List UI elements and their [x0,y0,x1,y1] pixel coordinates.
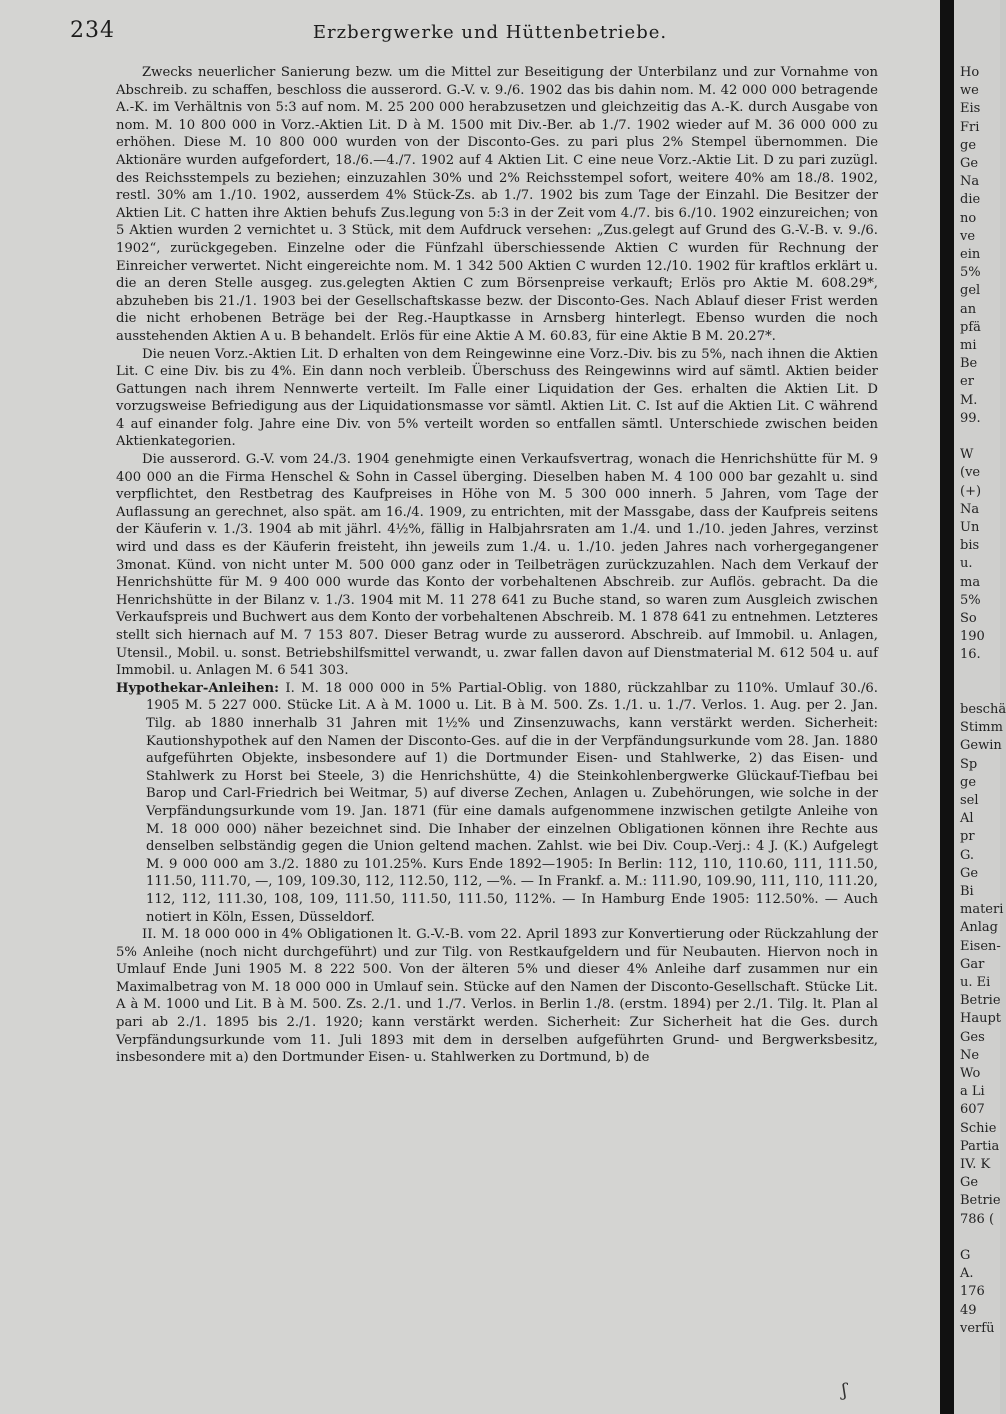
edge-fragment: Na [960,501,980,517]
edge-fragment: beschä [960,702,1006,717]
edge-fragment: ge [960,137,977,153]
page-header [70,18,910,52]
edge-fragment: Fri [960,119,980,135]
edge-fragment: Un [960,520,980,535]
edge-fragment: A. [960,1266,974,1282]
edge-fragment: mi [960,338,977,353]
edge-fragment: pr [960,829,975,845]
edge-fragment: Gar [960,956,985,972]
edge-fragment: verfü [960,1320,995,1336]
edge-fragment: G. [960,847,975,863]
page-number: 234 [70,18,115,43]
edge-fragment: 16. [960,647,981,663]
edge-fragment: an [960,301,977,317]
edge-fragment: 190 [960,629,985,645]
edge-fragment: (ve [960,465,981,481]
edge-fragment: Be [960,356,978,372]
paragraph-verkaufsvertrag: Die ausserord. G.-V. vom 24./3. 1904 genehmigte einen Verkaufsvertrag, wonach die Henrichshütte für M. 9 400 000 an die Firma Henschel & Sohn in Cassel überging. Dieselben haben M. 4 100 000 bar gezahlt u. sind verpflichtet, den Restbetrag des Kaufpreises in Höhe von M. 5 300 000 innerh. 5 Jahren, vom Tage der Auflassung an gerechnet, also spät. am 16./4. 1909, zu entrichten, mit der Massgabe, dass der Kaufpreis seitens der Käuferin v. 1./3. 1904 ab mit jährl. 4½%, fällig in Halbjahrsraten am 1./4. und 1./10. jeden Jahres, verzinst wird und dass es der Käuferin freisteht, ihn jeweils zum 1./4. u. 1./10. jeden Jahres nach vorhergegangener 3monat. Künd. von nicht unter M. 500 000 ganz oder in Teilbeträgen zurückzuzahlen. Nach dem Verkauf der Henrichshütte für M. 9 400 000 wurde das Konto der vorbehaltenen Abschreib. zur Auflös. gebracht. Da die Henrichshütte in der Bilanz v. 1./3. 1904 mit M. 11 278 641 zu Buche stand, so waren zum Ausgleich zwischen Verkaufspreis und Buchwert aus dem Konto der vorbehaltenen Abschreib. M. 1 878 641 zu entnehmen. Letzteres stellt sich hiernach auf M. 7 153 807. Dieser Betrag wurde zu ausserord. Abschreib. auf Immobil. u. Anlagen, Utensil., Mobil. u. sonst. Betriebshilfsmittel verwandt, u. zwar fallen davon auf Dienstmaterial M. 612 504 u. auf Immobil. u. Anlagen M. 6 541 303. [116,452,878,679]
edge-fragment: 5% [960,265,981,281]
edge-fragment: Stimm [960,720,1003,736]
edge-fragment: Anlag [960,920,998,936]
edge-fragment: Eis [960,101,981,117]
edge-fragment: 786 ( [960,1211,995,1227]
edge-fragment: W [960,447,974,463]
edge-fragment: Ge [960,1175,979,1191]
edge-fragment: sel [960,793,979,808]
edge-fragment: Sp [960,756,978,772]
ink-mark: ʃ [842,1380,847,1401]
edge-fragment: ein [960,247,981,262]
paragraph-obligationen-ii: II. M. 18 000 000 in 4% Obligationen lt. G.-V.-B. vom 22. April 1893 zur Konvertierung oder Rückzahlung der 5% Anleihe (noch nicht durchgeführt) und zur Tilg. von Restkaufgeldern und für Neubauten. Hiervon noch in Umlauf Ende Juni 1905 M. 8 222 500. Von der älteren 5% und dieser 4% Anleihe darf zusammen nur ein Maximalbetrag von M. 18 000 000 in Umlauf sein. Stücke auf den Namen der Disconto-Gesellschaft. Stücke Lit. A à M. 1000 und Lit. B à M. 500. Zs. 2./1. und 1./7. Verlos. in Berlin 1./8. (erstm. 1894) per 2./1. Tilg. lt. Plan al pari ab 2./1. 1895 bis 2./1. 1920; kann verstärkt werden. Sicherheit: Zur Sicherheit hat die Ges. durch Verpfändungsurkunde vom 11. Juli 1893 mit dem in derselben aufgeführten Grund- und Bergwerksbesitz, insbesondere mit a) den Dortmunder Eisen- u. Stahlwerken zu Dortmund, b) de [116,927,878,1066]
section-label: Hypothekar-Anleihen: [116,680,279,696]
edge-fragment: u. Ei [960,975,991,990]
edge-fragment: er [960,374,974,390]
edge-fragment: die [960,192,981,208]
edge-fragment: Betrie [960,1193,1001,1209]
edge-fragment: Partia [960,1138,1000,1154]
edge-fragment: G [960,1248,971,1263]
edge-fragment: Eisen- [960,938,1001,954]
edge-fragment: Bi [960,884,974,899]
edge-fragment: Ge [960,156,979,171]
edge-fragment: u. [960,556,973,572]
edge-fragment: pfä [960,319,981,335]
edge-fragment: Betrie [960,993,1001,1009]
edge-fragment: Al [960,811,974,827]
edge-fragment: (+) [960,483,982,499]
edge-fragment: M. [960,392,978,408]
edge-fragment: a Li [960,1084,985,1100]
edge-fragment: Ge [960,865,979,881]
edge-fragment: Gewin [960,738,1002,754]
edge-fragment: 176 [960,1284,985,1300]
edge-fragment: no [960,210,977,226]
edge-fragment: Schie [960,1120,997,1136]
edge-fragment: 5% [960,592,981,608]
edge-fragment: gel [960,283,981,299]
edge-fragment: Na [960,174,980,190]
paragraph-sanierung: Zwecks neuerlicher Sanierung bezw. um die Mittel zur Beseitigung der Unterbilanz und zur Vornahme von Abschreib. zu schaffen, beschloss die ausserord. G.-V. v. 9./6. 1902 das bis dahin nom. M. 42 000 000 betragende A.-K. im Verhältnis von 5:3 auf nom. M. 25 200 000 herabzusetzen und gleichzeitig das A.-K. durch Ausgabe von nom. M. 10 800 000 in Vorz.-Aktien Lit. D à M. 1500 mit Div.-Ber. ab 1./7. 1902 wieder auf M. 36 000 000 zu erhöhen. Diese M. 10 800 000 wurden von der Disconto-Ges. zu pari plus 2% Stempel übernommen. Die Aktionäre wurden aufgefordert, 18./6.—4./7. 1902 auf 4 Aktien Lit. C eine neue Vorz.-Aktie Lit. D zu pari zuzügl. des Reichsstempels zu beziehen; einzuzahlen 30% und 2% Reichsstempel sofort, weitere 40% am 18./8. 1902, restl. 30% am 1./10. 1902, ausserdem 4% Stück-Zs. ab 1./7. 1902 bis zum Tage der Einzahl. Die Besitzer der Aktien Lit. C hatten ihre Aktien behufs Zus.legung von 5:3 in der Zeit vom 4./7. bis 6./10. 1902 einzureichen; von 5 Aktien wurden 2 vernichtet u. 3 Stück, mit dem Aufdruck versehen: „Zus.gelegt auf Grund des G.-V.-B. v. 9./6. 1902“, zurückgegeben. Einzelne oder die Fünfzahl überschiessende Aktien C wurden für Rechnung der Einreicher verwertet. Nicht eingereichte nom. M. 1 342 500 Aktien C wurden 12./10. 1902 für kraftlos erklärt u. die an deren Stelle ausgeg. zus.gelegten Aktien C zum Börsenpreise verkauft; Erlös pro Aktie M. 608.29*, abzuheben bis 21./1. 1903 bei der Gesellschaftskasse bezw. der Disconto-Ges. Nach Ablauf dieser Frist werden die nicht erhobenen Beträge bei der Reg.-Hauptkasse in Arnsberg hinterlegt. Ebenso wurden die noch ausstehenden Aktien A u. B behandelt. Erlös für eine Aktie A M. 60.83, für eine Aktie B M. 20.27*. [116,65,878,344]
paragraph-vorz-aktien: Die neuen Vorz.-Aktien Lit. D erhalten von dem Reingewinne eine Vorz.-Div. bis zu 5%, nach ihnen die Aktien Lit. C eine Div. bis zu 4%. Ein dann noch verbleib. Überschuss des Reingewinns wird auf sämtl. Aktien beider Gattungen nach ihrem Nennwerte verteilt. Im Falle einer Liquidation der Ges. erhalten die Aktien Lit. D vorzugsweise Befriedigung aus der Liquidationsmasse vor sämtl. Aktien Lit. C. Ist auf die Aktien Lit. C während 4 auf einander folg. Jahre eine Div. von 5% verteilt worden so entfallen sämtl. Unterschiede zwischen beiden Aktienkategorien. [116,346,878,450]
edge-fragment: materi [960,902,1004,918]
page-body [116,64,878,1067]
edge-fragment: ma [960,574,981,590]
edge-fragment: Haupt [960,1011,1002,1027]
edge-fragment: 49 [960,1302,977,1318]
paragraph-hypothekar-anleihen [116,680,878,926]
edge-fragment: So [960,611,977,626]
edge-fragment: IV. K [960,1157,991,1172]
edge-fragment: Ho [960,65,980,80]
edge-fragment: Ges [960,1029,985,1045]
edge-fragment: 99. [960,410,981,426]
edge-fragment: ge [960,774,977,790]
edge-fragment: we [960,83,979,99]
running-title: Erzbergwerke und Hüttenbetriebe. [312,22,668,43]
edge-fragment: bis [960,538,980,554]
edge-fragment: ve [960,228,976,244]
paragraph-hypothekar-text: I. M. 18 000 000 in 5% Partial-Oblig. von 1880, rückzahlbar zu 110%. Umlauf 30./6. 1905 M. 5 227 000. Stücke Lit. A à M. 1000 u. Lit. B à M. 500. Zs. 1./1. u. 1./7. Verlos. 1. Aug. per 2. Jan. Tilg. ab 1880 innerhalb 31 Jahren mit 1½% und Zinsenzuwachs, kann verstärkt werden. Sicherheit: Kautionshypothek auf den Namen der Disconto-Ges. auf die in der Verpfändungsurkunde vom 28. Jan. 1880 aufgeführten Objekte, insbesondere auf 1) die Dortmunder Eisen- und Stahlwerke, 2) das Eisen- und Stahlwerk zu Horst bei Steele, 3) die Henrichshütte, 4) die Steinkohlenbergwerke Glückauf-Tiefbau bei Barop und Carl-Friedrich bei Weitmar, 5) auf diverse Zechen, Anlagen u. Zubehörungen, wie solche in der Verpfändungsurkunde vom 19. Jan. 1871 (für eine damals aufgenommene inzwischen getilgte Anleihe von M. 18 000 000) näher bezeichnet sind. Die Inhaber der einzelnen Obligationen können ihre Rechte aus denselben selbständig gegen die Union geltend machen. Zahlst. wie bei Div. Coup.-Verj.: 4 J. (K.) Aufgelegt M. 9 000 000 am 3./2. 1880 zu 101.25%. Kurs Ende 1892—1905: In Berlin: 112, 110, 110.60, 111, 111.50, 111.50, 111.70, —, 109, 109.30, 112, 112.50, 112, —%. — In Frankf. a. M.: 111.90, 109.90, 111, 110, 111.20, 112, 112, 111.30, 108, 109, 111.50, 111.50, 111.50, 112%. — In Hamburg Ende 1905: 112.50%. — Auch notiert in Köln, Essen, Düsseldorf. [146,680,878,925]
edge-fragment: Ne [960,1047,980,1063]
edge-fragment: 607 [960,1102,985,1118]
page-gutter [940,0,954,1414]
edge-fragment: Wo [960,1066,981,1081]
